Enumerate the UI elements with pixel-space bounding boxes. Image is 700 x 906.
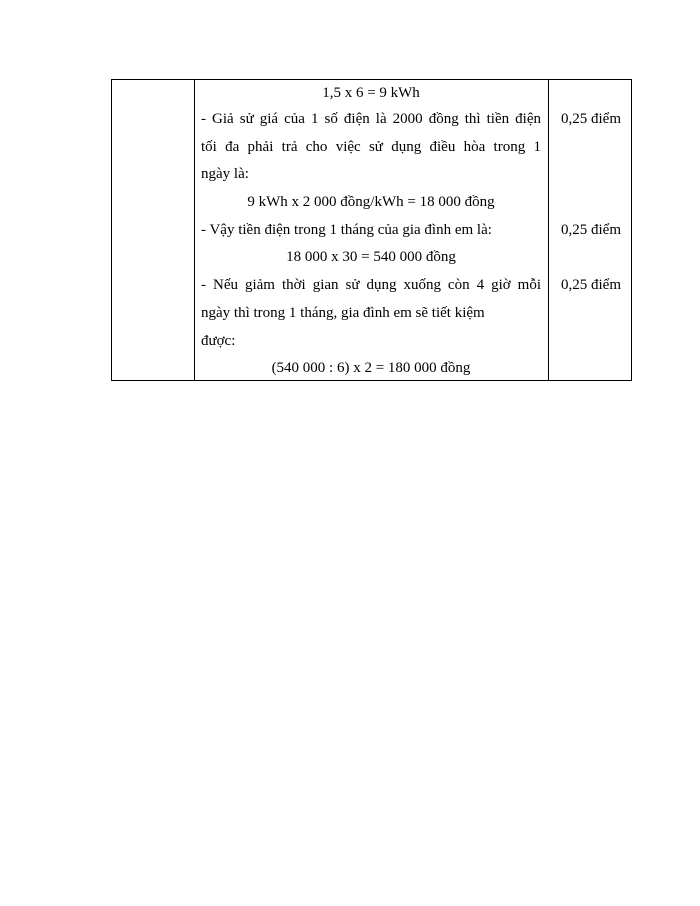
answer-text-line: tối đa phải trả cho việc sử dụng điều hòa trong 1 [201, 139, 541, 155]
score-label: 0,25 điểm [561, 111, 621, 127]
answer-text-line: được: [201, 333, 236, 349]
score-label: 0,25 điểm [561, 277, 621, 293]
score-label: 0,25 điểm [561, 222, 621, 238]
calc-line-monthly-cost: 18 000 x 30 = 540 000 đồng [286, 249, 456, 265]
column-divider-left [194, 80, 195, 380]
answer-text-line: - Nếu giảm thời gian sử dụng xuống còn 4 giờ mỗi [201, 277, 541, 293]
answer-text-line: - Giả sử giá của 1 số điện là 2000 đồng thì tiền điện [201, 111, 541, 127]
calc-line-daily-cost: 9 kWh x 2 000 đồng/kWh = 18 000 đồng [247, 194, 495, 210]
calc-line-energy: 1,5 x 6 = 9 kWh [322, 85, 420, 101]
calc-line-savings: (540 000 : 6) x 2 = 180 000 đồng [271, 360, 471, 376]
answer-text-line: ngày thì trong 1 tháng, gia đình em sẽ tiết kiệm [201, 305, 485, 321]
answer-text-line: ngày là: [201, 166, 249, 182]
answer-text-line: - Vậy tiền điện trong 1 tháng của gia đình em là: [201, 222, 492, 238]
grading-table [111, 79, 632, 381]
